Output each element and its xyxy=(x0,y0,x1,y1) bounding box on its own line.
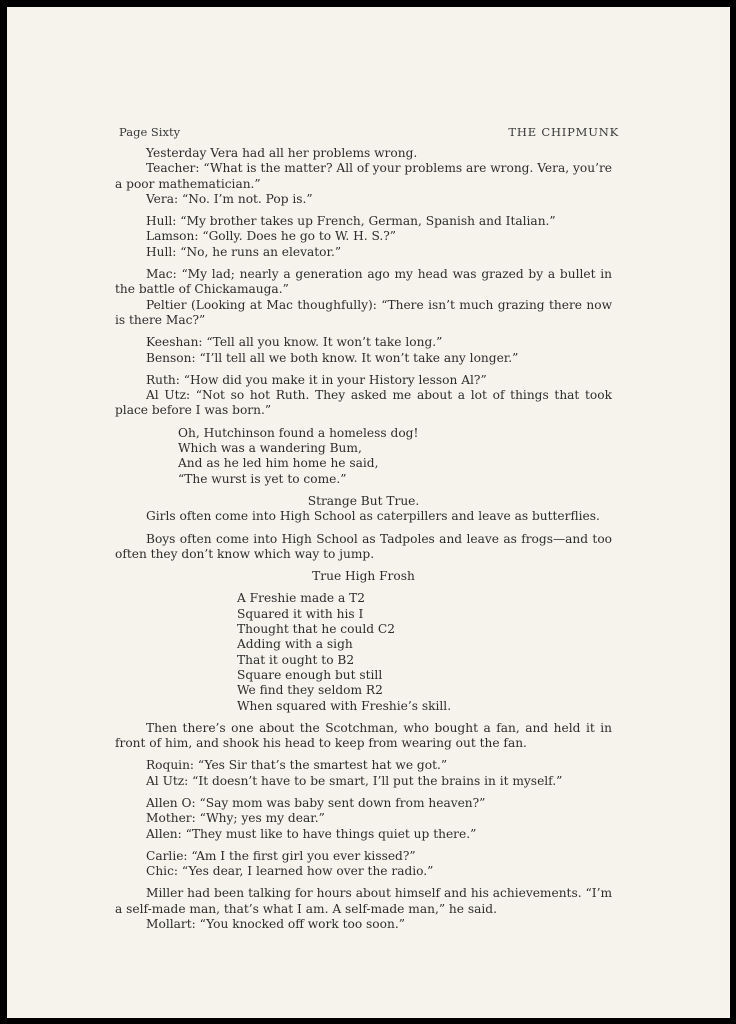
joke-line: Benson: “I’ll tell all we both know. It won’t take any longer.” xyxy=(146,350,519,365)
poem-line: Squared it with his I xyxy=(237,606,364,621)
joke-line: Lamson: “Golly. Does he go to W. H. S.?” xyxy=(146,229,397,244)
joke-line: Vera: “No. I’m not. Pop is.” xyxy=(146,191,313,206)
joke-line: Al Utz: “It doesn’t have to be smart, I’ll put the brains in it myself.” xyxy=(146,773,563,788)
joke-line: Chic: “Yes dear, I learned how over the radio.” xyxy=(146,864,434,879)
joke-line: Mollart: “You knocked off work too soon.” xyxy=(146,917,405,932)
poem-line: Adding with a sigh xyxy=(237,637,353,652)
poem-frosh xyxy=(237,591,612,713)
joke-line: Al Utz: “Not so hot Ruth. They asked me about a lot of things that took place before I was born.” xyxy=(115,388,612,418)
poem-line: Square enough but still xyxy=(237,667,383,682)
poem-line: Which was a wandering Bum, xyxy=(178,441,362,456)
joke-line: Allen O: “Say mom was baby sent down from heaven?” xyxy=(146,795,486,810)
poem-line: We find they seldom R2 xyxy=(237,683,383,698)
poem-hutchinson xyxy=(178,426,612,487)
joke-line: Girls often come into High School as caterpillers and leave as butterflies. xyxy=(146,509,600,524)
joke-line: Boys often come into High School as Tadpoles and leave as frogs—and too often they don’t know which way to jump. xyxy=(115,531,612,561)
joke-line: Allen: “They must like to have things quiet up there.” xyxy=(146,826,477,841)
joke-line: Keeshan: “Tell all you know. It won’t take long.” xyxy=(146,335,443,350)
joke-line: Then there’s one about the Scotchman, who bought a fan, and held it in front of him, and shook his head to keep from wearing out the fan. xyxy=(115,720,612,751)
joke-line: Hull: “My brother takes up French, German, Spanish and Italian.” xyxy=(146,214,556,229)
poem-line: Oh, Hutchinson found a homeless dog! xyxy=(178,425,419,440)
page-body xyxy=(115,146,612,932)
joke-line: Roquin: “Yes Sir that’s the smartest hat we got.” xyxy=(146,758,448,773)
poem-line: Thought that he could C2 xyxy=(237,622,395,637)
joke-line: Hull: “No, he runs an elevator.” xyxy=(146,244,342,259)
joke-line: Yesterday Vera had all her problems wrong. xyxy=(146,146,418,160)
joke-line: Teacher: “What is the matter? All of your problems are wrong. Vera, you’re a poor mathematician.” xyxy=(115,161,612,191)
poem-line: When squared with Freshie’s skill. xyxy=(237,698,452,713)
publication-title: THE CHIPMUNK xyxy=(508,125,619,139)
poem-line: “The wurst is yet to come.” xyxy=(178,471,347,486)
section-heading: True High Frosh xyxy=(312,569,415,584)
joke-line: Peltier (Looking at Mac thoughfully): “There isn’t much grazing there now is there Mac?” xyxy=(115,297,612,327)
poem-line: A Freshie made a T2 xyxy=(237,591,365,606)
joke-line: Mac: “My lad; nearly a generation ago my head was grazed by a bullet in the battle of Chickamauga.” xyxy=(115,267,612,297)
poem-line: And as he led him home he said, xyxy=(178,456,379,471)
joke-line: Carlie: “Am I the first girl you ever kissed?” xyxy=(146,848,416,863)
joke-line: Mother: “Why; yes my dear.” xyxy=(146,811,325,826)
poem-line: That it ought to B2 xyxy=(237,652,355,667)
section-heading: Strange But True. xyxy=(307,493,420,508)
joke-line: Miller had been talking for hours about himself and his achievements. “I’m a self-made man, that’s what I am. A self-made man,” he said. xyxy=(115,886,612,916)
page-number: Page Sixty xyxy=(119,125,181,139)
joke-line: Ruth: “How did you make it in your History lesson Al?” xyxy=(146,372,487,387)
